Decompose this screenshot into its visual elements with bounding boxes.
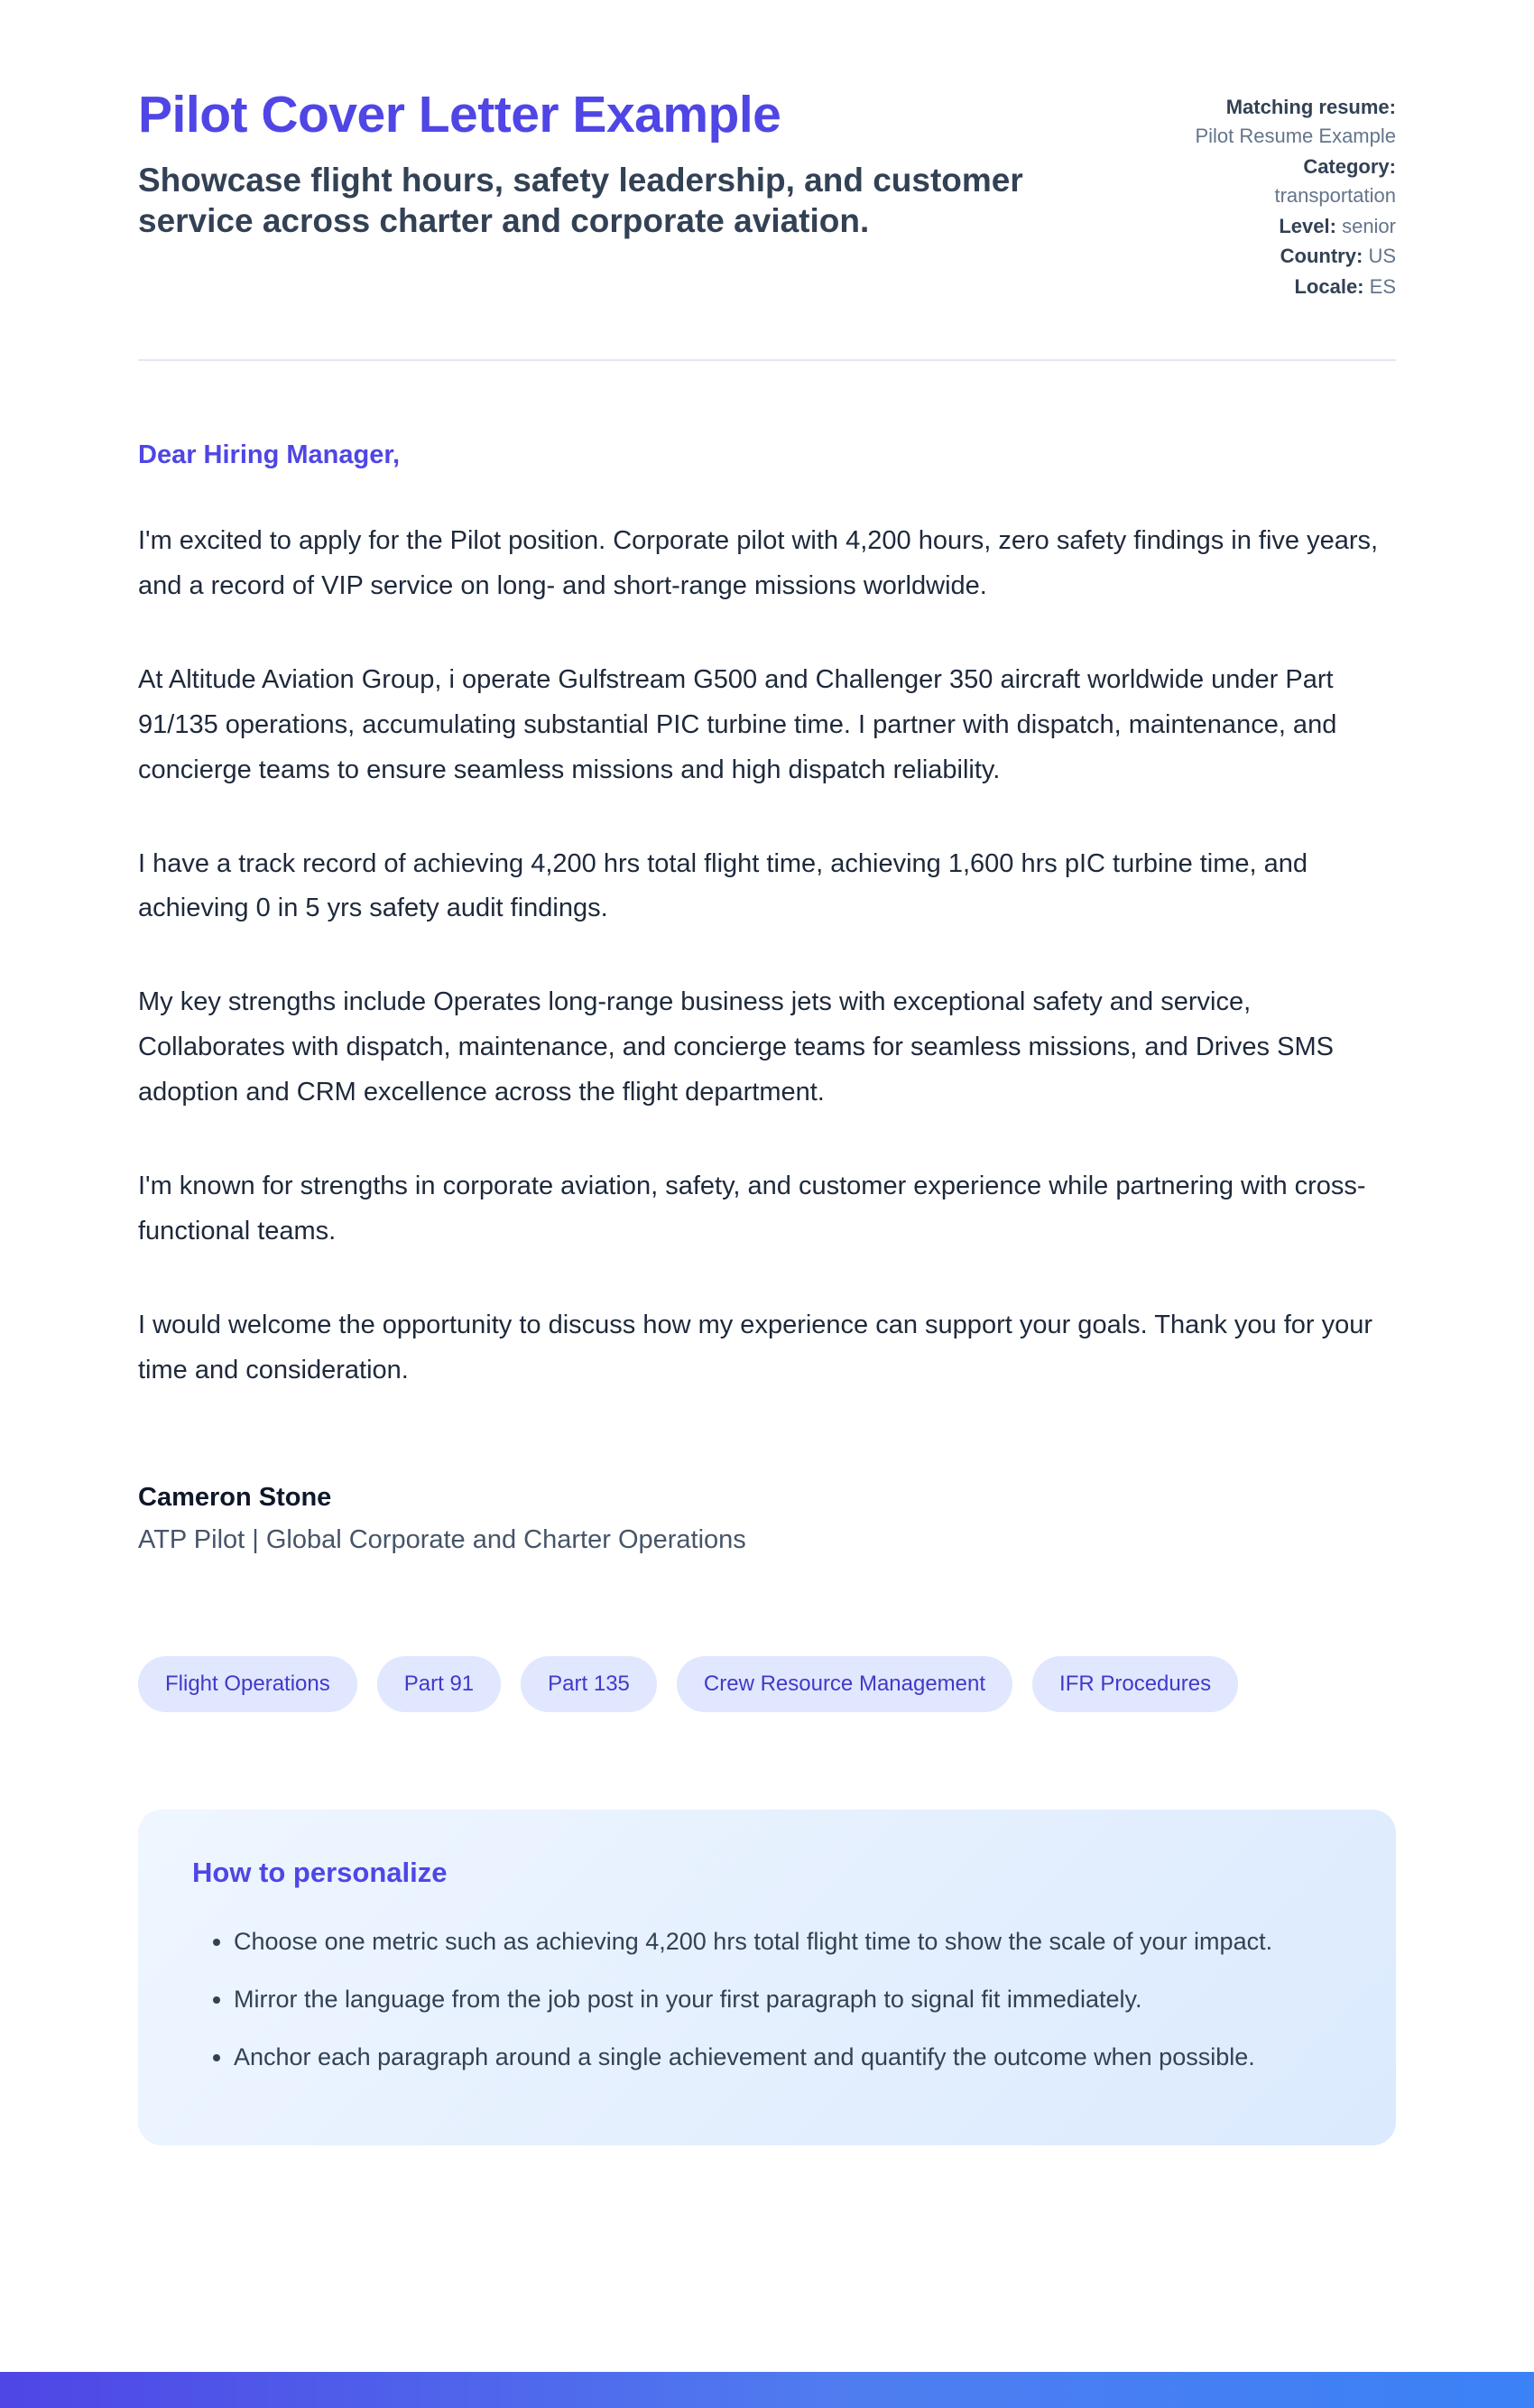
meta-value-level: senior	[1342, 214, 1396, 237]
tag-chip-ifr-procedures[interactable]: IFR Procedures	[1032, 1656, 1238, 1712]
salutation: Dear Hiring Manager,	[138, 440, 401, 470]
meta-item-locale	[1080, 273, 1396, 301]
meta-label-category: Category:	[1303, 154, 1396, 178]
meta-item-matching-resume	[1080, 93, 1396, 151]
meta-value-matching-resume: Pilot Resume Example	[1195, 124, 1396, 147]
personalize-tips	[192, 1920, 1342, 2080]
meta-item-country	[1080, 242, 1396, 271]
tag-chip-part-91[interactable]: Part 91	[377, 1656, 501, 1712]
personalize-card	[138, 1810, 1396, 2145]
meta-label-country: Country:	[1280, 245, 1363, 268]
tip-item-3: • Anchor each paragraph around a single achievement and quantify the outcome when possible.	[234, 2035, 1342, 2080]
tag-list	[138, 1656, 1396, 1712]
letter-paragraph-4: My key strengths include Operates long-range business jets with exceptional safety and service, Collaborates with dispatch, maintenance, and concierge teams for seamless missions, and Drives SMS adoption and CRM excellence across the flight department.	[138, 987, 1334, 1107]
tag-chip-crew-resource-management[interactable]: Crew Resource Management	[677, 1656, 1012, 1712]
tip-item-2: • Mirror the language from the job post in your first paragraph to signal fit immediately.	[234, 1977, 1342, 2023]
meta-item-level	[1080, 212, 1396, 241]
meta-label-level: Level:	[1279, 214, 1336, 237]
page-subtitle: Showcase flight hours, safety leadership, and customer service across charter and corporate aviation.	[138, 161, 1023, 239]
meta-label-matching-resume: Matching resume:	[1225, 96, 1396, 118]
meta-value-locale: ES	[1369, 275, 1396, 299]
letter-paragraph-6: I would welcome the opportunity to discuss how my experience can support your goals. Thank you for your time and consideration.	[138, 1310, 1373, 1385]
divider	[138, 359, 1396, 361]
page-title: Pilot Cover Letter Example	[138, 86, 781, 144]
letter-paragraph-1: I'm excited to apply for the Pilot position. Corporate pilot with 4,200 hours, zero safety findings in five years, and a record of VIP service on long- and short-range missions worldwide.	[138, 526, 1379, 601]
personalize-title: How to personalize	[192, 1857, 448, 1889]
header-left	[138, 86, 1031, 241]
meta-label-locale: Locale:	[1294, 275, 1364, 299]
tag-chip-flight-operations[interactable]: Flight Operations	[138, 1656, 357, 1712]
letter-paragraph-5: I'm known for strengths in corporate aviation, safety, and customer experience while partnering with cross-functional teams.	[138, 1171, 1366, 1246]
meta-panel	[1080, 86, 1396, 303]
footer-accent-bar	[0, 2372, 1534, 2408]
meta-item-category	[1080, 153, 1396, 210]
signature-title: ATP Pilot | Global Corporate and Charter Operations	[138, 1525, 746, 1555]
content-container	[138, 0, 1396, 2145]
tip-item-1: • Choose one metric such as achieving 4,200 hrs total flight time to show the scale of your impact.	[234, 1920, 1342, 1965]
letter-paragraph-2: At Altitude Aviation Group, i operate Gulfstream G500 and Challenger 350 aircraft worldwide under Part 91/135 operations, accumulating substantial PIC turbine time. I partner with dispatch, maintenance, and concierge teams to ensure seamless missions and high dispatch reliability.	[138, 664, 1337, 784]
tag-chip-part-135[interactable]: Part 135	[521, 1656, 657, 1712]
cover-letter	[138, 440, 1396, 1555]
signature-name: Cameron Stone	[138, 1483, 332, 1513]
meta-value-category: transportation	[1274, 183, 1396, 207]
letter-paragraph-3: I have a track record of achieving 4,200 hrs total flight time, achieving 1,600 hrs pIC turbine time, and achieving 0 in 5 yrs safety audit findings.	[138, 848, 1308, 923]
meta-value-country: US	[1368, 245, 1396, 268]
header	[138, 86, 1396, 303]
